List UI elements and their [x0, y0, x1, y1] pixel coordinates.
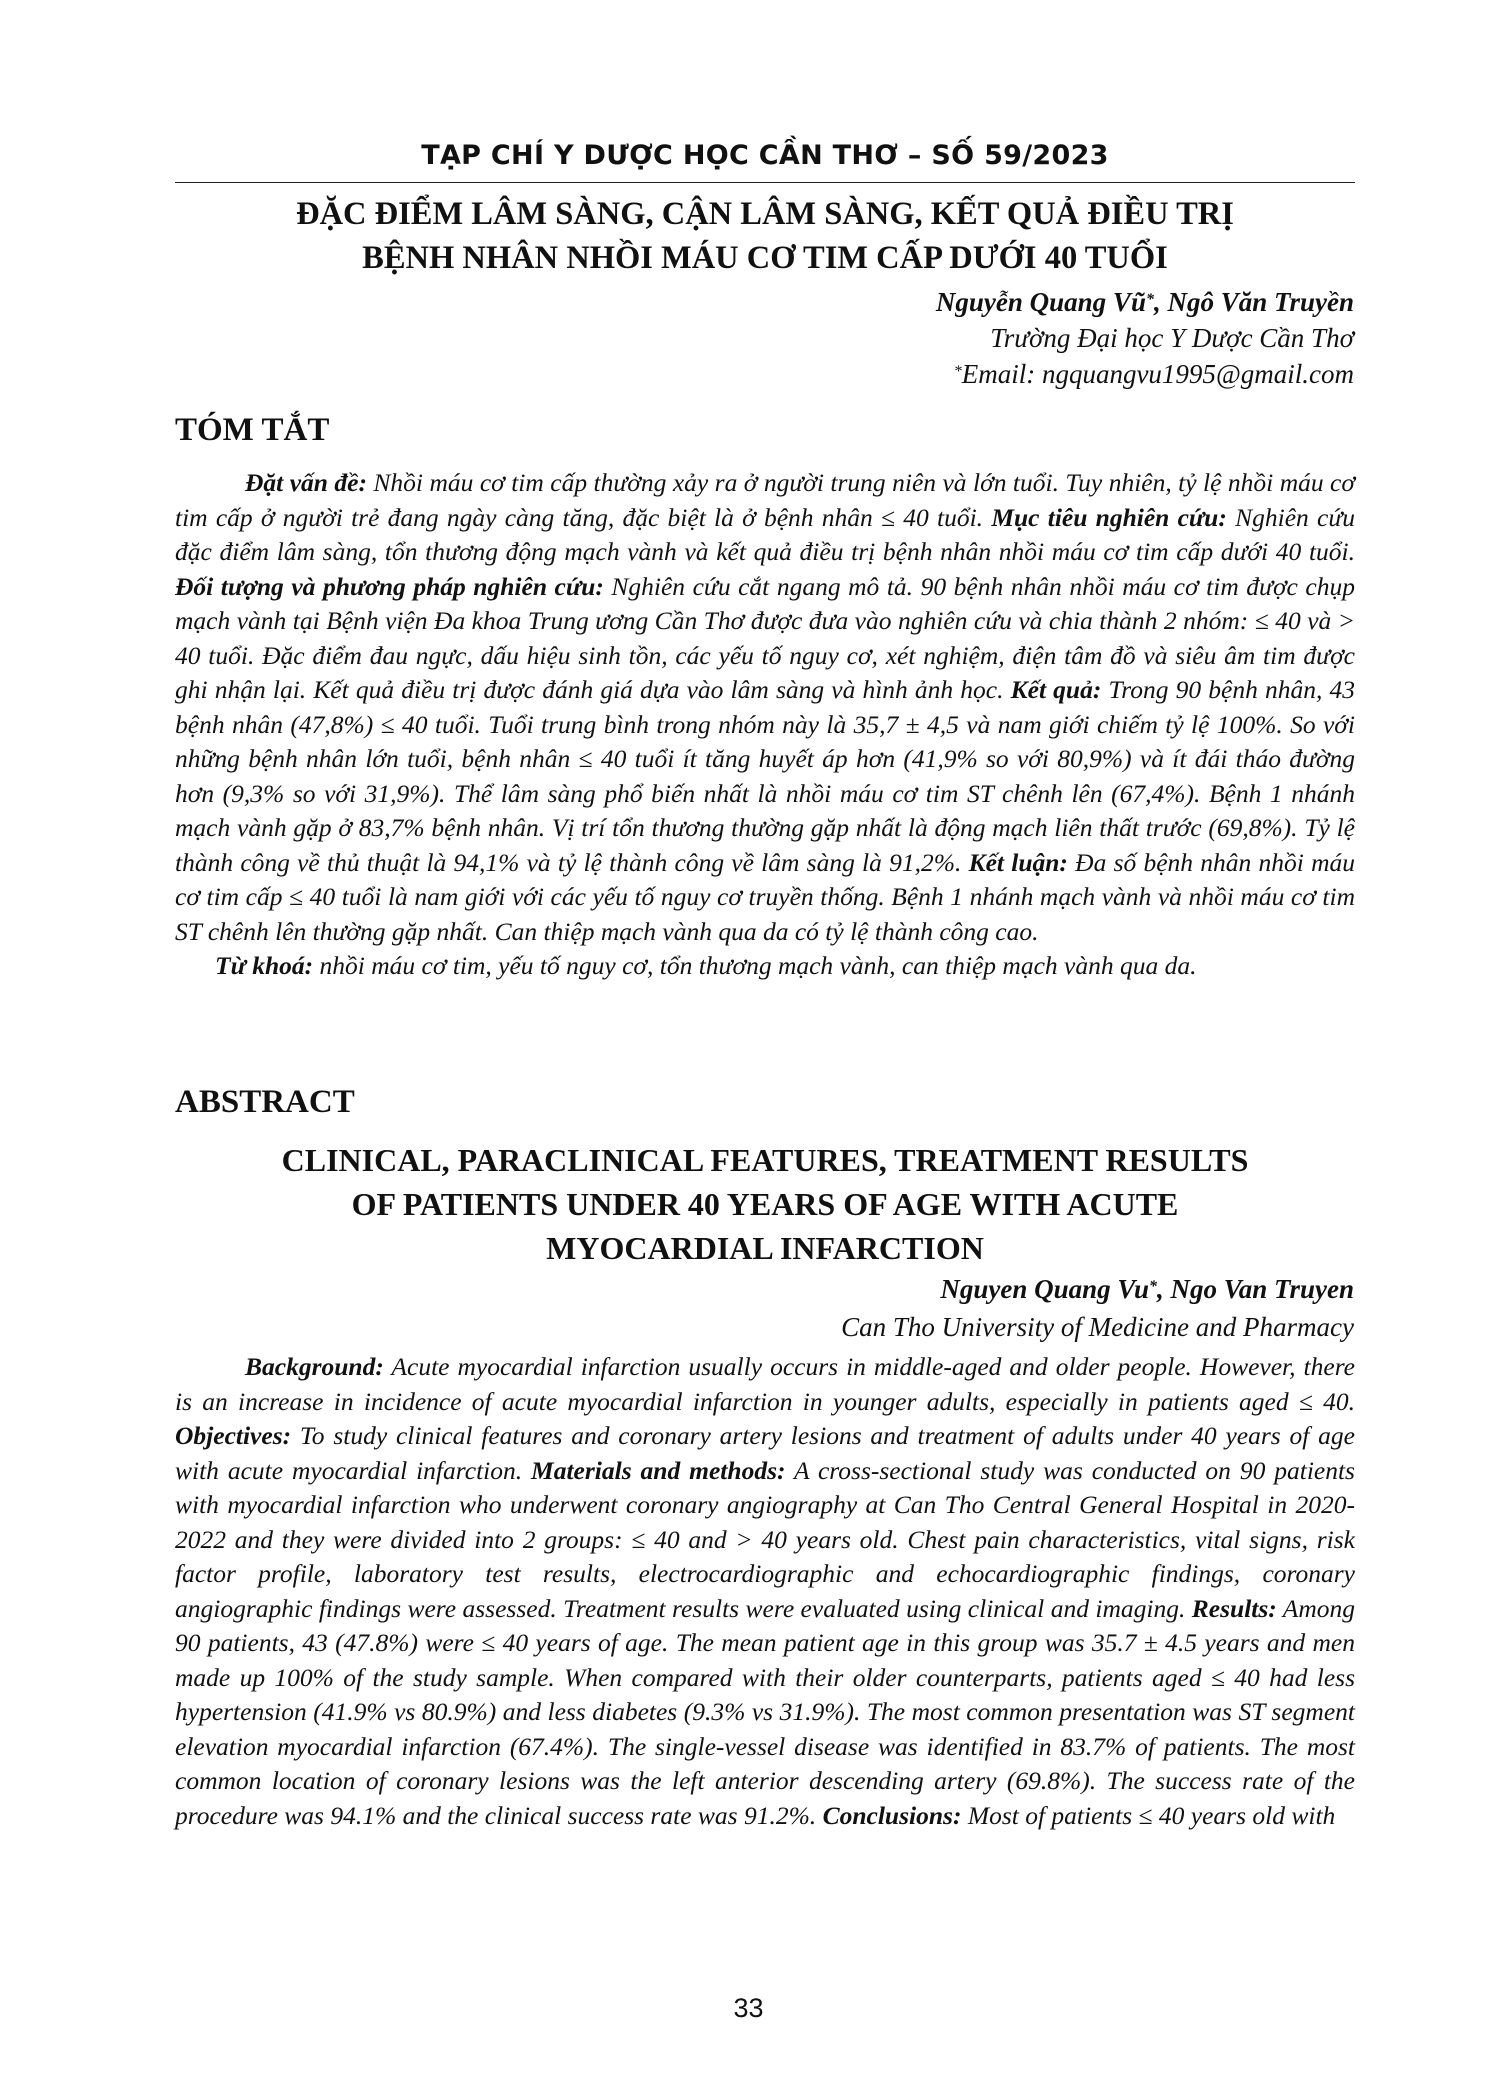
english-author-names [841, 1270, 1354, 1308]
page-number: 33 [733, 1993, 764, 2023]
abstract-heading: ABSTRACT [175, 1084, 355, 1120]
label-keywords: Từ khoá: [215, 951, 314, 980]
vietnamese-author-names [936, 284, 1354, 320]
vietnamese-abstract-body [175, 466, 1355, 984]
english-title-line-1: CLINICAL, PARACLINICAL FEATURES, TREATMENT RESULTS [281, 1142, 1249, 1178]
author-1-name-en: Nguyen Quang Vu [940, 1274, 1149, 1304]
text-background-en: Acute myocardial infarction usually occurs in middle-aged and older people. However, there is an increase in incidence of acute myocardial infarction in younger adults, especially in patients aged ≤ 40. [175, 1352, 1355, 1416]
text-objectives-vi: Nghiên cứu đặc điểm lâm sàng, tổn thương động mạch vành và kết quả điều trị bệnh nhân nhồi máu cơ tim cấp dưới 40 tuổi. [175, 502, 1355, 566]
text-keywords: nhồi máu cơ tim, yếu tố nguy cơ, tổn thương mạch vành, can thiệp mạch vành qua da. [313, 951, 1197, 980]
corresponding-author-mark: * [1145, 291, 1154, 308]
text-methods-en: A cross-sectional study was conducted on 90 patients with myocardial infarction who underwent coronary angiography at Can Tho Central General Hospital in 2020-2022 and they were divided into 2 groups: ≤ 40 and > 40 years old. Chest pain characteristics, vital signs, risk factor profile, laboratory test results, electrocardiographic and echocardiographic findings, coronary angiographic findings were assessed. Treatment results were evaluated using clinical and imaging. [175, 1455, 1355, 1623]
english-affiliation: Can Tho University of Medicine and Pharmacy [841, 1312, 1354, 1342]
label-objectives-en: Objectives: [175, 1421, 292, 1450]
text-results-en: Among 90 patients, 43 (47.8%) were ≤ 40 years of age. The mean patient age in this group was 35.7 ± 4.5 years and men made up 100% of the study sample. When compared with their older counterparts, patients aged ≤ 40 had less hypertension (41.9% vs 80.9%) and less diabetes (9.3% vs 31.9%). The most common presentation was ST segment elevation myocardial infarction (67.4%). The single-vessel disease was identified in 83.7% of patients. The most common location of coronary lesions was the left anterior descending artery (69.8%). The success rate of the procedure was 94.1% and the clinical success rate was 91.2%. [175, 1593, 1356, 1830]
label-conclusions-vi: Kết luận: [968, 847, 1068, 877]
email-text: Email: ngquangvu1995@gmail.com [961, 359, 1354, 389]
english-title [175, 1138, 1355, 1270]
tom-tat-heading: TÓM TẮT [175, 412, 330, 448]
text-objectives-en: To study clinical features and coronary artery lesions and treatment of adults under 40 years of age with acute myocardial infarction. [175, 1421, 1355, 1485]
vietnamese-affiliation: Trường Đại học Y Dược Cần Thơ [990, 323, 1354, 353]
keywords-paragraph [175, 949, 1355, 984]
vietnamese-title-line-2: BỆNH NHÂN NHỒI MÁU CƠ TIM CẤP DƯỚI 40 TUỔI [362, 240, 1168, 276]
label-methods-en: Materials and methods: [531, 1455, 786, 1485]
english-abstract-paragraph [175, 1350, 1355, 1833]
text-conclusions-en: Most of patients ≤ 40 years old with [961, 1800, 1336, 1830]
email-line [936, 356, 1354, 392]
text-conclusions-vi: Đa số bệnh nhân nhồi máu cơ tim cấp ≤ 40 tuổi là nam giới với các yếu tố nguy cơ truyền thống. Bệnh 1 nhánh mạch vành và nhồi máu cơ tim ST chênh lên thường gặp nhất. Can thiệp mạch vành qua da có tỷ lệ thành công cao. [175, 847, 1355, 946]
label-methods-vi: Đối tượng và phương pháp nghiên cứu: [175, 571, 604, 601]
vietnamese-authors-block [936, 284, 1354, 392]
vietnamese-title-line-1: ĐẶC ĐIỂM LÂM SÀNG, CẬN LÂM SÀNG, KẾT QUẢ ĐIỀU TRỊ [296, 196, 1234, 232]
author-2-name: , Ngô Văn Truyền [1153, 287, 1354, 317]
english-title-line-2: OF PATIENTS UNDER 40 YEARS OF AGE WITH ACUTE [351, 1186, 1179, 1222]
label-background-en: Background: [245, 1352, 384, 1381]
english-authors-block [841, 1270, 1354, 1346]
label-objectives-vi: Mục tiêu nghiên cứu: [991, 502, 1227, 532]
text-background-vi: Nhồi máu cơ tim cấp thường xảy ra ở người trung niên và lớn tuổi. Tuy nhiên, tỷ lệ nhồi máu cơ tim cấp ở người trẻ đang ngày càng tăng, đặc biệt là ở bệnh nhân ≤ 40 tuổi. [175, 468, 1355, 532]
text-methods-vi: Nghiên cứu cắt ngang mô tả. 90 bệnh nhân nhồi máu cơ tim được chụp mạch vành tại Bệnh viện Đa khoa Trung ương Cần Thơ được đưa vào nghiên cứu và chia thành 2 nhóm: ≤ 40 và > 40 tuổi. Đặc điểm đau ngực, dấu hiệu sinh tồn, các yếu tố nguy cơ, xét nghiệm, điện tâm đồ và siêu âm tim được ghi nhận lại. Kết quả điều trị được đánh giá dựa vào lâm sàng và hình ảnh học. [175, 571, 1355, 704]
email-mark: * [953, 363, 962, 380]
header-divider [175, 182, 1355, 183]
vietnamese-title [175, 192, 1355, 280]
author-2-name-en: , Ngo Van Truyen [1156, 1274, 1354, 1304]
corresponding-author-mark-en: * [1148, 1278, 1157, 1295]
vietnamese-abstract-paragraph [175, 466, 1355, 949]
text-results-vi: Trong 90 bệnh nhân, 43 bệnh nhân (47,8%) ≤ 40 tuổi. Tuổi trung bình trong nhóm này là 35,7 ± 4,5 và nam giới chiếm tỷ lệ 100%. So với những bệnh nhân lớn tuổi, bệnh nhân ≤ 40 tuổi ít tăng huyết áp hơn (41,9% so với 80,9%) và ít đái tháo đường hơn (9,3% so với 31,9%). Thể lâm sàng phổ biến nhất là nhồi máu cơ tim ST chênh lên (67,4%). Bệnh 1 nhánh mạch vành gặp ở 83,7% bệnh nhân. Vị trí tổn thương thường gặp nhất là động mạch liên thất trước (69,8%). Tỷ lệ thành công về thủ thuật là 94,1% và tỷ lệ thành công về lâm sàng là 91,2%. [175, 675, 1355, 877]
label-results-vi: Kết quả: [1010, 675, 1102, 704]
label-background-vi: Đặt vấn đề: [245, 468, 367, 497]
label-conclusions-en: Conclusions: [822, 1800, 962, 1830]
english-abstract-body [175, 1350, 1355, 1833]
journal-header: TẠP CHÍ Y DƯỢC HỌC CẦN THƠ – SỐ 59/2023 [421, 140, 1109, 171]
label-results-en: Results: [1191, 1593, 1277, 1623]
english-title-line-3: MYOCARDIAL INFARCTION [546, 1230, 984, 1266]
author-1-name: Nguyễn Quang Vũ [935, 287, 1146, 317]
